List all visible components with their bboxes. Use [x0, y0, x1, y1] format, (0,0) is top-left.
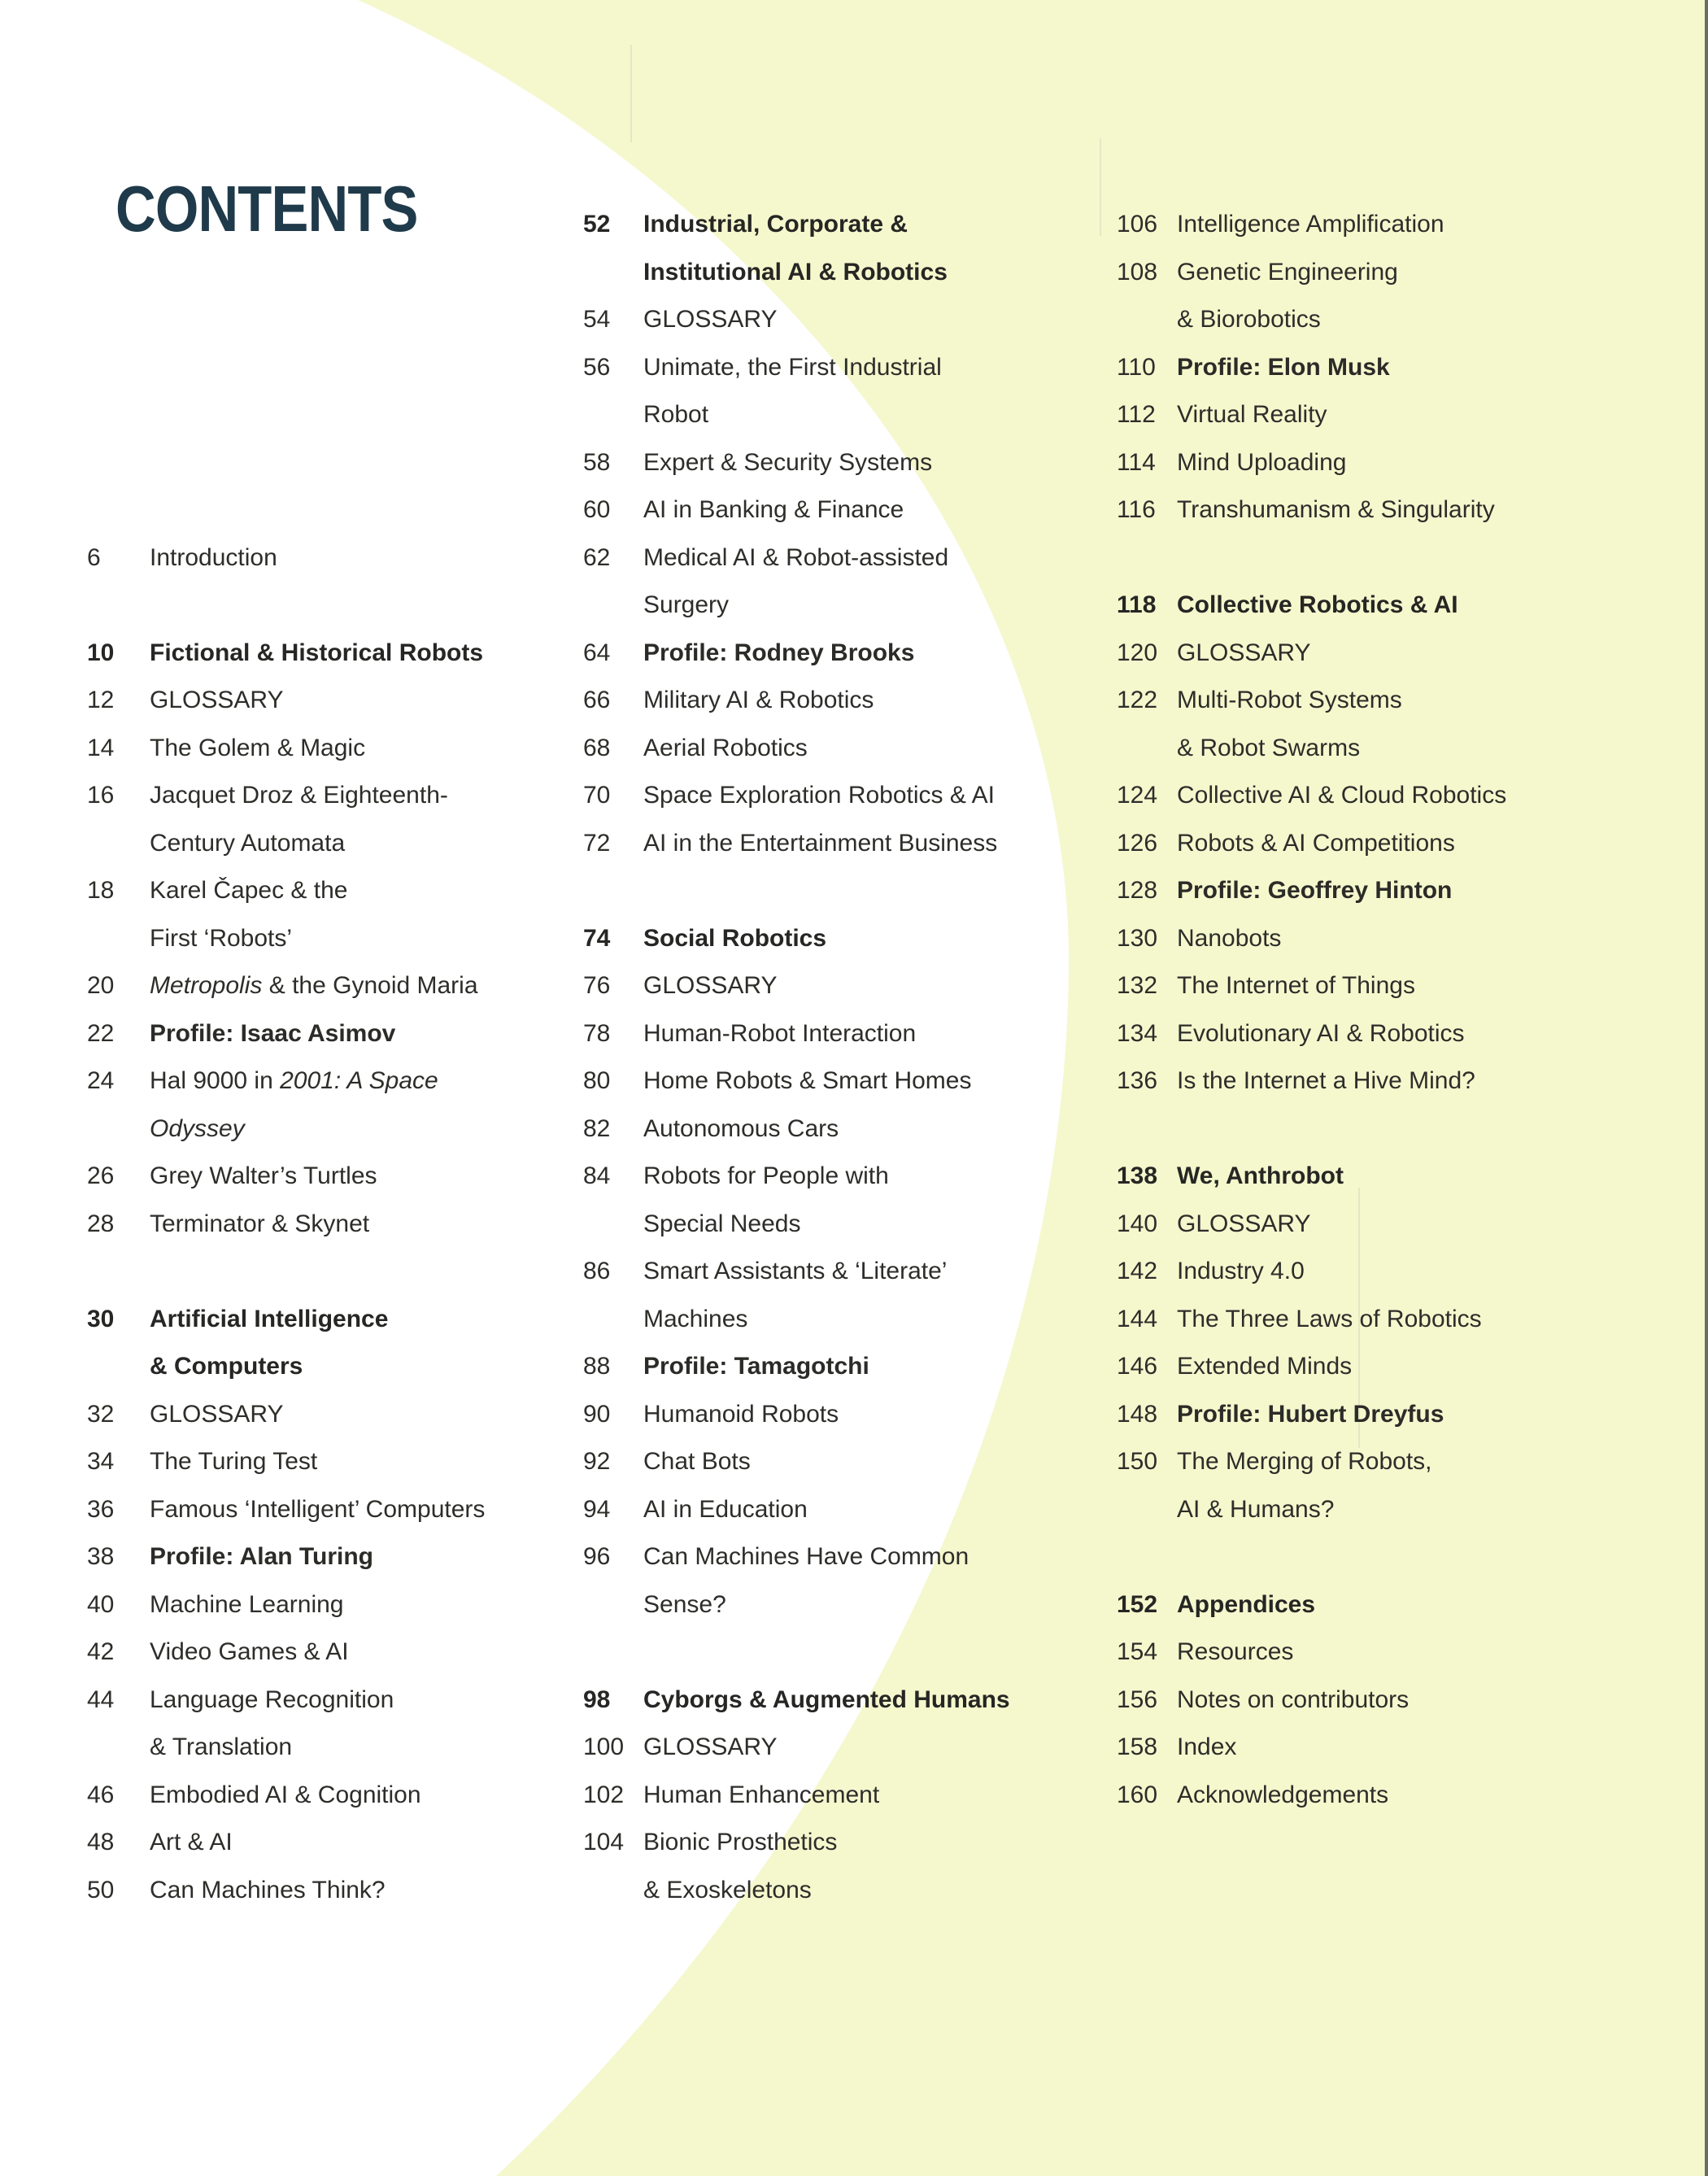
toc-entry-title	[1177, 874, 1452, 907]
toc-entry-text: Human Enhancement	[643, 1781, 880, 1808]
toc-page-number: 6	[87, 543, 101, 571]
toc-entry-title	[1177, 1636, 1293, 1668]
toc-page-number: 66	[583, 687, 611, 713]
toc-entry-title	[643, 1113, 839, 1145]
toc-entry-text: Profile: Isaac Asimov	[150, 1019, 396, 1047]
toc-entry-title	[1177, 399, 1327, 431]
toc-entry-text: AI & Humans?	[1177, 1495, 1335, 1523]
toc-entry-text: Artificial Intelligence	[150, 1305, 389, 1332]
toc-entry-title	[1177, 1589, 1315, 1621]
toc-entry-text: & Biorobotics	[1177, 306, 1321, 333]
toc-page-number: 138	[1117, 1162, 1158, 1189]
toc-page-number: 48	[87, 1829, 115, 1855]
toc-entry-title	[1177, 779, 1506, 812]
toc-page-number: 156	[1117, 1685, 1158, 1713]
toc-entry-text: Space Exploration Robotics & AI	[643, 782, 995, 809]
toc-entry-title	[643, 779, 995, 812]
toc-entry-text: Jacquet Droz & Eighteenth-	[150, 782, 448, 809]
toc-entry-text: Language Recognition	[150, 1685, 394, 1713]
toc-page-number: 94	[583, 1495, 611, 1523]
toc-entry-text: & Robot Swarms	[1177, 734, 1361, 761]
toc-entry-title	[1177, 970, 1415, 1002]
toc-entry-text: Bionic Prosthetics	[643, 1829, 838, 1855]
toc-entry-text: GLOSSARY	[150, 1400, 284, 1428]
toc-page-number: 124	[1117, 782, 1158, 809]
toc-entry-text: The Turing Test	[150, 1448, 318, 1475]
toc-entry-title	[643, 1160, 889, 1193]
toc-entry-text: Military AI & Robotics	[643, 687, 874, 713]
toc-entry-text: Terminator & Skynet	[150, 1210, 370, 1237]
toc-entry-title	[1177, 637, 1311, 669]
toc-page-number: 78	[583, 1019, 611, 1047]
toc-entry-title	[643, 1398, 839, 1431]
toc-entry-text: Robots & AI Competitions	[1177, 829, 1455, 857]
toc-entry-text: Acknowledgements	[1177, 1781, 1389, 1808]
toc-entry-title	[643, 922, 826, 955]
toc-page-number: 108	[1117, 258, 1158, 286]
toc-entry-title	[1177, 732, 1360, 765]
toc-entry-title	[150, 1684, 394, 1716]
toc-entry-title	[150, 970, 478, 1002]
toc-page-number: 112	[1117, 401, 1156, 428]
toc-entry-italic-title: Odyssey	[150, 1114, 245, 1142]
toc-page-number: 76	[583, 972, 611, 999]
toc-entry-text: Grey Walter’s Turtles	[150, 1162, 377, 1189]
toc-entry-text: Collective Robotics & AI	[1177, 591, 1458, 618]
toc-entry-text: Art & AI	[150, 1829, 233, 1855]
toc-entry-text: GLOSSARY	[643, 972, 778, 999]
toc-page-number: 92	[583, 1448, 611, 1475]
toc-entry-title	[1177, 1065, 1475, 1097]
toc-entry-text: We, Anthrobot	[1177, 1162, 1344, 1189]
toc-entry-title	[150, 1779, 421, 1812]
toc-entry-text: Video Games & AI	[150, 1638, 349, 1665]
toc-entry-title	[150, 1065, 438, 1097]
toc-entry-text: Index	[1177, 1733, 1237, 1760]
toc-entry-text: The Golem & Magic	[150, 734, 366, 761]
toc-entry-text: Aerial Robotics	[643, 734, 808, 761]
toc-entry-title	[1177, 1208, 1311, 1241]
toc-entry-italic-title: 2001: A Space	[280, 1067, 438, 1094]
toc-page-number: 100	[583, 1733, 625, 1760]
toc-entry-text: Karel Čapec & the	[150, 877, 348, 904]
toc-entry-title	[643, 589, 729, 621]
toc-entry-title	[150, 1541, 373, 1573]
toc-entry-title	[150, 1350, 303, 1383]
toc-entry-text: Hal 9000 in	[150, 1067, 273, 1094]
toc-entry-title	[1177, 827, 1455, 860]
toc-entry-text: Mind Uploading	[1177, 448, 1347, 476]
toc-page-number: 58	[583, 448, 611, 476]
toc-page-number: 40	[87, 1590, 115, 1618]
toc-page-number: 132	[1117, 972, 1158, 999]
toc-entry-text: Chat Bots	[643, 1448, 751, 1475]
toc-page-number: 72	[583, 829, 611, 857]
toc-entry-title	[150, 732, 365, 765]
toc-entry-text: First ‘Robots’	[150, 924, 293, 952]
toc-page-number: 140	[1117, 1210, 1158, 1237]
toc-page-number: 42	[87, 1638, 115, 1665]
toc-entry-text: Can Machines Have Common	[643, 1543, 969, 1570]
page-edge-border	[1705, 0, 1708, 2176]
toc-entry-text: Virtual Reality	[1177, 401, 1327, 428]
toc-entry-text: Autonomous Cars	[643, 1114, 839, 1142]
toc-entry-text: The Internet of Things	[1177, 972, 1415, 999]
toc-entry-text: AI in Education	[643, 1495, 808, 1523]
toc-entry-title	[643, 303, 778, 336]
toc-page-number: 122	[1117, 687, 1158, 713]
toc-entry-text: Robot	[643, 401, 709, 428]
toc-page-number: 34	[87, 1448, 115, 1475]
toc-entry-text: Profile: Geoffrey Hinton	[1177, 877, 1453, 904]
toc-entry-title	[1177, 303, 1321, 336]
toc-entry-text: Machine Learning	[150, 1590, 344, 1618]
toc-entry-text: GLOSSARY	[643, 306, 778, 333]
toc-page-number: 62	[583, 543, 611, 571]
toc-entry-title	[1177, 1350, 1352, 1383]
toc-entry-title	[643, 1255, 947, 1288]
toc-entry-text: AI in Banking & Finance	[643, 496, 904, 523]
toc-entry-title	[643, 1065, 971, 1097]
toc-entry-text: Genetic Engineering	[1177, 258, 1398, 286]
toc-entry-text: Medical AI & Robot-assisted	[643, 543, 949, 571]
toc-entry-title	[643, 1684, 1010, 1716]
toc-page-number: 10	[87, 639, 115, 666]
toc-page-number: 50	[87, 1876, 115, 1903]
toc-entry-text: Human-Robot Interaction	[643, 1019, 917, 1047]
toc-entry-title	[1177, 256, 1398, 289]
toc-entry-title	[150, 1731, 292, 1764]
toc-entry-title	[1177, 1684, 1409, 1716]
toc-entry-title	[643, 732, 808, 765]
toc-entry-text: & Computers	[150, 1353, 303, 1380]
toc-entry-text: Century Automata	[150, 829, 346, 857]
toc-entry-title	[643, 1826, 837, 1859]
toc-page-number: 12	[87, 687, 115, 713]
toc-entry-title	[643, 1208, 800, 1241]
toc-entry-title	[150, 1494, 485, 1526]
toc-entry-title	[643, 1494, 808, 1526]
toc-page-number: 22	[87, 1019, 115, 1047]
toc-entry-title	[643, 827, 997, 860]
toc-entry-text: Fictional & Historical Robots	[150, 639, 484, 666]
toc-page-number: 20	[87, 972, 115, 999]
toc-entry-title	[1177, 684, 1402, 717]
toc-entry-title	[643, 447, 932, 479]
toc-page-number: 116	[1117, 496, 1156, 523]
toc-page-number: 114	[1117, 448, 1156, 476]
toc-page-number: 106	[1117, 211, 1158, 238]
toc-entry-title	[150, 1303, 388, 1336]
toc-entry-title	[643, 637, 914, 669]
toc-entry-title	[643, 970, 778, 1002]
toc-entry-text: Is the Internet a Hive Mind?	[1177, 1067, 1475, 1094]
toc-entry-text: Profile: Elon Musk	[1177, 353, 1390, 381]
toc-entry-text: The Three Laws of Robotics	[1177, 1305, 1482, 1332]
toc-entry-title	[1177, 1779, 1388, 1812]
toc-entry-title	[150, 779, 448, 812]
toc-entry-text: GLOSSARY	[150, 687, 284, 713]
toc-entry-title	[643, 1303, 747, 1336]
toc-entry-text: Smart Assistants & ‘Literate’	[643, 1258, 948, 1284]
toc-entry-text: Profile: Rodney Brooks	[643, 639, 915, 666]
toc-entry-text: Robots for People with	[643, 1162, 889, 1189]
toc-entry-text: Unimate, the First Industrial	[643, 353, 942, 381]
toc-entry-text: Nanobots	[1177, 924, 1282, 952]
toc-entry-title	[150, 1160, 377, 1193]
toc-page-number: 128	[1117, 877, 1158, 904]
toc-entry-text: Profile: Hubert Dreyfus	[1177, 1400, 1444, 1428]
toc-entry-title	[1177, 1160, 1344, 1193]
toc-entry-text: Introduction	[150, 543, 277, 571]
toc-page-number: 64	[583, 639, 611, 666]
toc-entry-text: GLOSSARY	[1177, 1210, 1311, 1237]
toc-page-number: 86	[583, 1258, 611, 1284]
toc-page-number: 152	[1117, 1590, 1158, 1618]
toc-entry-title	[150, 1113, 245, 1145]
toc-entry-text: Appendices	[1177, 1590, 1316, 1618]
toc-entry-text: Humanoid Robots	[643, 1400, 839, 1428]
toc-entry-title	[1177, 1398, 1444, 1431]
toc-entry-text: Notes on contributors	[1177, 1685, 1410, 1713]
toc-entry-title	[643, 1731, 778, 1764]
toc-entry-title	[643, 1589, 726, 1621]
toc-entry-text: The Merging of Robots,	[1177, 1448, 1432, 1475]
toc-entry-title	[643, 256, 948, 289]
toc-page-number: 90	[583, 1400, 611, 1428]
toc-page-number: 68	[583, 734, 611, 761]
toc-entry-text: & Translation	[150, 1733, 293, 1760]
toc-page-number: 84	[583, 1162, 611, 1189]
toc-page-number: 148	[1117, 1400, 1158, 1428]
toc-page-number: 146	[1117, 1353, 1158, 1380]
toc-entry-text: Expert & Security Systems	[643, 448, 933, 476]
toc-page-number: 98	[583, 1685, 611, 1713]
toc-entry-text: Industry 4.0	[1177, 1258, 1305, 1284]
toc-entry-title	[643, 1018, 916, 1050]
toc-page-number: 70	[583, 782, 611, 809]
toc-entry-title	[150, 1874, 386, 1907]
toc-entry-text: Collective AI & Cloud Robotics	[1177, 782, 1507, 809]
toc-entry-title	[1177, 447, 1346, 479]
toc-page-number: 142	[1117, 1258, 1158, 1284]
toc-page-number: 118	[1117, 591, 1157, 618]
toc-entry-text: GLOSSARY	[643, 1733, 778, 1760]
toc-entry-title	[1177, 922, 1281, 955]
toc-entry-text: Home Robots & Smart Homes	[643, 1067, 972, 1094]
toc-page-number: 30	[87, 1305, 115, 1332]
toc-page-number: 24	[87, 1067, 115, 1094]
scan-artifact-line	[1100, 138, 1101, 236]
page-title: CONTENTS	[115, 172, 418, 245]
toc-entry-title	[150, 1826, 233, 1859]
toc-entry-title	[1177, 1303, 1482, 1336]
toc-entry-text: AI in the Entertainment Business	[643, 829, 998, 857]
toc-entry-title	[1177, 1494, 1334, 1526]
toc-entry-text: & Exoskeletons	[643, 1876, 812, 1903]
toc-entry-text: Surgery	[643, 591, 730, 618]
toc-entry-text: Institutional AI & Robotics	[643, 258, 948, 286]
toc-page-number: 130	[1117, 924, 1158, 952]
toc-entry-title	[1177, 1018, 1465, 1050]
toc-page-number: 56	[583, 353, 611, 381]
toc-page-number: 60	[583, 496, 611, 523]
toc-entry-title	[150, 922, 292, 955]
toc-entry-title	[150, 1208, 369, 1241]
toc-page-number: 150	[1117, 1448, 1158, 1475]
toc-page-number: 134	[1117, 1019, 1158, 1047]
toc-entry-text: Resources	[1177, 1638, 1294, 1665]
toc-page-number: 38	[87, 1543, 115, 1570]
toc-entry-title	[1177, 1446, 1432, 1478]
toc-page-number: 18	[87, 877, 115, 904]
toc-entry-text: & the Gynoid Maria	[268, 972, 478, 999]
toc-page-number: 26	[87, 1162, 115, 1189]
toc-entry-text: Industrial, Corporate &	[643, 211, 908, 238]
toc-page-number: 102	[583, 1781, 625, 1808]
toc-entry-title	[150, 637, 483, 669]
toc-page-number: 160	[1117, 1781, 1158, 1808]
toc-entry-title	[643, 1350, 869, 1383]
toc-page-number: 16	[87, 782, 115, 809]
toc-entry-text: Famous ‘Intelligent’ Computers	[150, 1495, 486, 1523]
toc-page-number: 54	[583, 306, 611, 333]
toc-entry-text: Sense?	[643, 1590, 726, 1618]
toc-entry-title	[1177, 1255, 1305, 1288]
toc-entry-title	[150, 874, 347, 907]
toc-entry-title	[150, 1018, 395, 1050]
toc-entry-text: Evolutionary AI & Robotics	[1177, 1019, 1465, 1047]
toc-entry-text: Profile: Alan Turing	[150, 1543, 373, 1570]
toc-page-number: 82	[583, 1114, 611, 1142]
toc-page-number: 154	[1117, 1638, 1158, 1665]
toc-entry-text: GLOSSARY	[1177, 639, 1311, 666]
toc-entry-title	[643, 208, 908, 241]
toc-entry-text: Can Machines Think?	[150, 1876, 386, 1903]
toc-entry-title	[150, 1589, 344, 1621]
toc-entry-title	[150, 827, 345, 860]
toc-entry-text: Special Needs	[643, 1210, 801, 1237]
toc-page-number: 44	[87, 1685, 115, 1713]
toc-page-number: 28	[87, 1210, 115, 1237]
toc-page-number: 144	[1117, 1305, 1158, 1332]
toc-page-number: 136	[1117, 1067, 1158, 1094]
toc-page-number: 88	[583, 1353, 611, 1380]
toc-page-number: 104	[583, 1829, 625, 1855]
toc-page-number: 46	[87, 1781, 115, 1808]
toc-entry-title	[150, 684, 284, 717]
toc-entry-title	[643, 1446, 751, 1478]
toc-page-number: 80	[583, 1067, 611, 1094]
toc-entry-title	[643, 1541, 969, 1573]
toc-page-number: 32	[87, 1400, 115, 1428]
toc-entry-text: Embodied AI & Cognition	[150, 1781, 421, 1808]
toc-page-number: 126	[1117, 829, 1158, 857]
toc-entry-title	[1177, 351, 1390, 384]
toc-entry-title	[643, 399, 708, 431]
scan-artifact-line	[630, 45, 632, 142]
toc-entry-text: Profile: Tamagotchi	[643, 1353, 869, 1380]
toc-entry-text: Extended Minds	[1177, 1353, 1353, 1380]
toc-page-number: 36	[87, 1495, 115, 1523]
toc-entry-title	[150, 1636, 349, 1668]
toc-page-number: 120	[1117, 639, 1158, 666]
toc-entry-title	[1177, 589, 1458, 621]
toc-entry-title	[1177, 208, 1444, 241]
toc-entry-text: Social Robotics	[643, 924, 827, 952]
toc-entry-text: Intelligence Amplification	[1177, 211, 1444, 238]
toc-page-number: 14	[87, 734, 115, 761]
toc-page-number: 52	[583, 211, 611, 238]
toc-page-number: 96	[583, 1543, 611, 1570]
toc-entry-title	[643, 1779, 879, 1812]
toc-entry-text: Transhumanism & Singularity	[1177, 496, 1495, 523]
toc-entry-title	[150, 1398, 284, 1431]
toc-entry-title	[643, 1874, 812, 1907]
toc-entry-title	[1177, 494, 1495, 526]
toc-entry-title	[150, 542, 277, 574]
toc-page-number: 158	[1117, 1733, 1158, 1760]
toc-entry-text: Cyborgs & Augmented Humans	[643, 1685, 1010, 1713]
toc-entry-title	[150, 1446, 317, 1478]
toc-page-number: 74	[583, 924, 611, 952]
toc-entry-title	[643, 542, 948, 574]
toc-entry-title	[643, 494, 904, 526]
toc-entry-text: Multi-Robot Systems	[1177, 687, 1402, 713]
toc-entry-italic-title: Metropolis	[150, 972, 263, 999]
toc-entry-text: Machines	[643, 1305, 748, 1332]
toc-entry-title	[643, 684, 874, 717]
toc-entry-title	[643, 351, 942, 384]
toc-page-number: 110	[1117, 353, 1156, 381]
toc-entry-title	[1177, 1731, 1236, 1764]
